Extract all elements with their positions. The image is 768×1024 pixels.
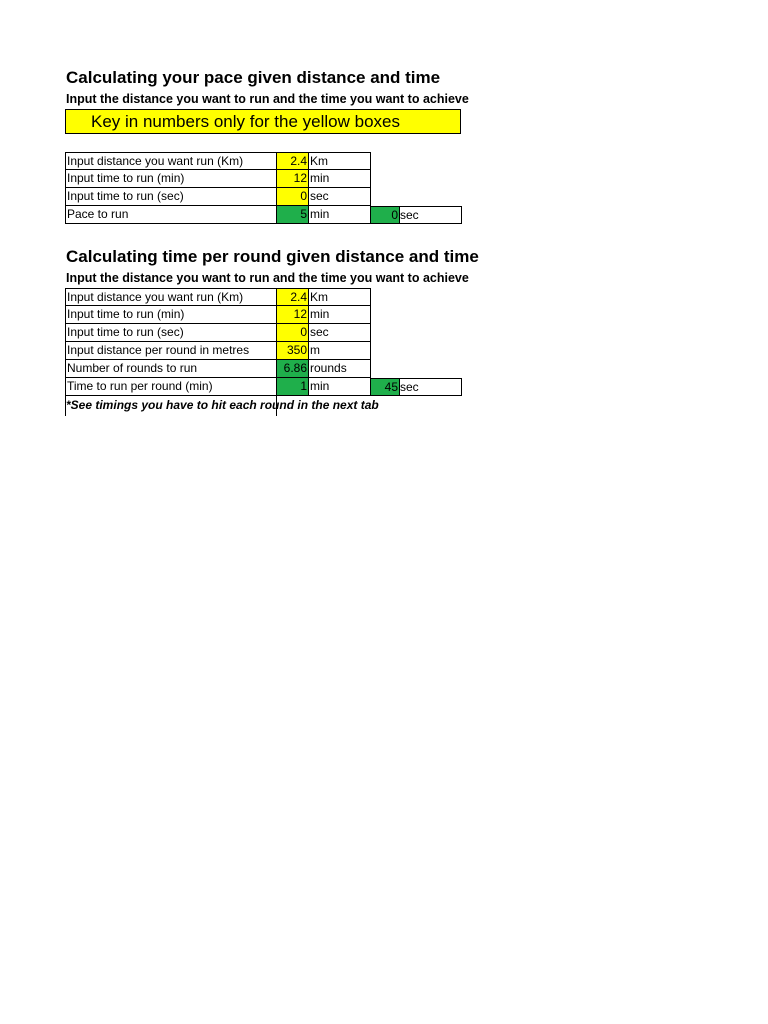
yellow-box-instruction: Key in numbers only for the yellow boxes <box>65 109 461 134</box>
row-label: Time to run per round (min) <box>65 378 277 396</box>
row-label: Number of rounds to run <box>65 360 277 378</box>
section2-subtitle: Input the distance you want to run and the time you want to achieve <box>66 271 469 285</box>
round-distance-input[interactable]: 350 <box>276 342 309 360</box>
pace-min-output[interactable]: 5 <box>276 206 309 224</box>
distance-km-input[interactable]: 2.4 <box>276 288 309 306</box>
footnote: *See timings you have to hit each round in the next tab <box>66 398 379 412</box>
row-unit: Km <box>308 288 371 306</box>
distance-km-input[interactable]: 2.4 <box>276 152 309 170</box>
row-label: Input distance you want run (Km) <box>65 288 277 306</box>
row-unit: m <box>308 342 371 360</box>
row-unit: min <box>308 170 371 188</box>
rounds-output[interactable]: 6.86 <box>276 360 309 378</box>
row-unit: min <box>308 306 371 324</box>
time-sec-input[interactable]: 0 <box>276 324 309 342</box>
time-min-input[interactable]: 12 <box>276 306 309 324</box>
row-label: Pace to run <box>65 206 277 224</box>
row-label: Input time to run (sec) <box>65 324 277 342</box>
section2-title: Calculating time per round given distance and time <box>66 247 479 266</box>
row-label: Input distance you want run (Km) <box>65 152 277 170</box>
row-unit: min <box>308 378 371 396</box>
row-unit: sec <box>399 206 462 224</box>
round-min-output[interactable]: 1 <box>276 378 309 396</box>
row-unit: min <box>308 206 371 224</box>
time-sec-input[interactable]: 0 <box>276 188 309 206</box>
row-unit: rounds <box>308 360 371 378</box>
time-min-input[interactable]: 12 <box>276 170 309 188</box>
row-label: Input time to run (min) <box>65 306 277 324</box>
row-unit: sec <box>308 324 371 342</box>
row-unit: Km <box>308 152 371 170</box>
row-label: Input time to run (min) <box>65 170 277 188</box>
round-sec-output[interactable]: 45 <box>370 378 400 396</box>
row-unit: sec <box>399 378 462 396</box>
pace-sec-output[interactable]: 0 <box>370 206 400 224</box>
row-unit: sec <box>308 188 371 206</box>
section1-subtitle: Input the distance you want to run and the time you want to achieve <box>66 92 469 106</box>
section1-title: Calculating your pace given distance and time <box>66 68 441 87</box>
row-label: Input time to run (sec) <box>65 188 277 206</box>
row-label: Input distance per round in metres <box>65 342 277 360</box>
